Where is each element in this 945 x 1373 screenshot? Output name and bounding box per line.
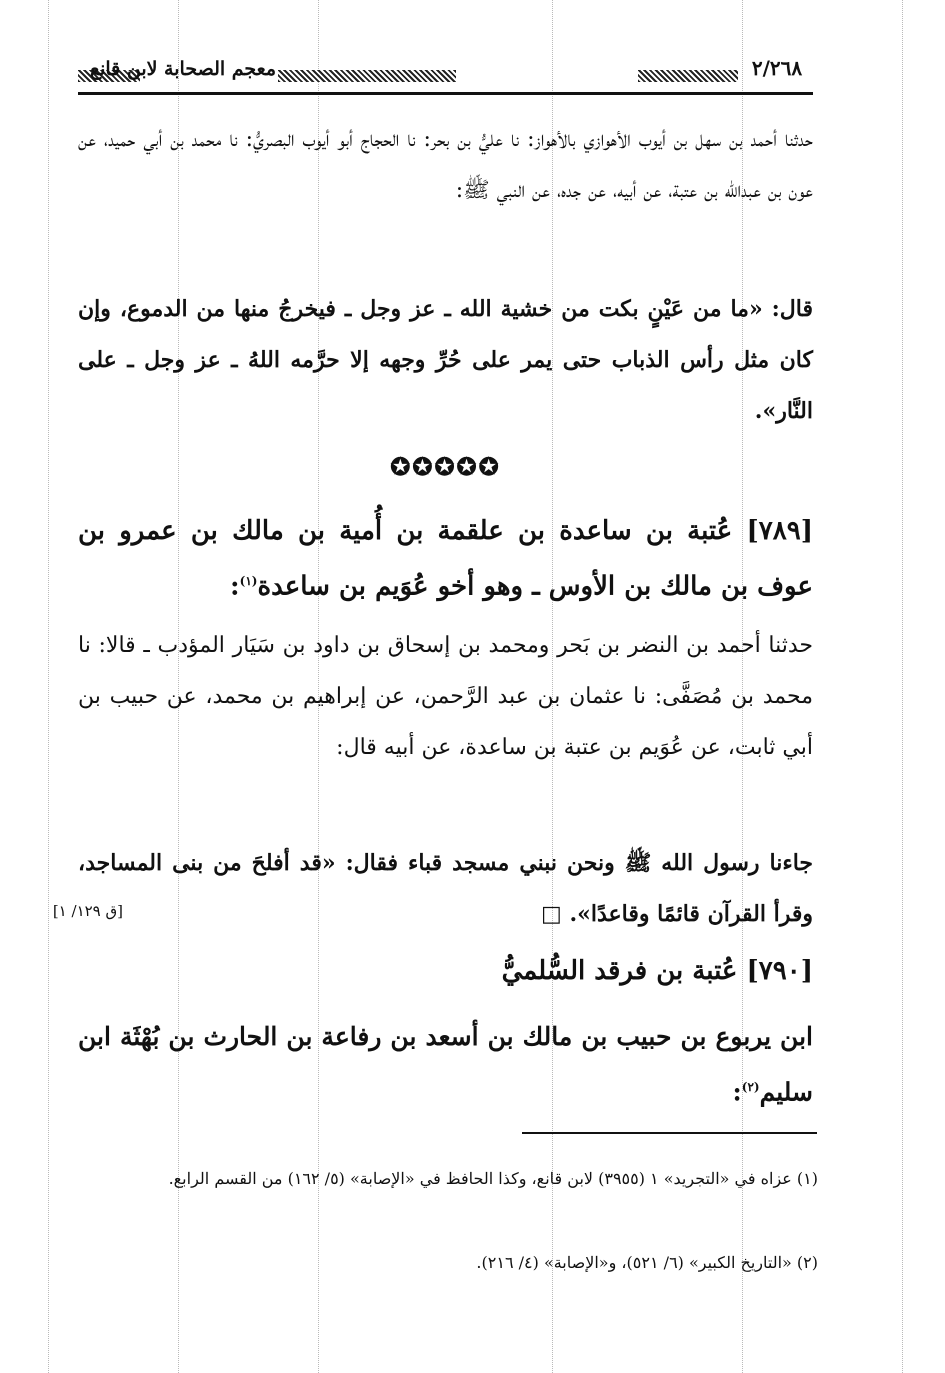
footnote-ref: (٢) (741, 1080, 760, 1094)
section-separator: ✪✪✪✪✪ (390, 452, 501, 481)
footnote-1: (١) عزاه في «التجريد» ١ (٣٩٥٥) لابن قانع، وكذا الحافظ في «الإصابة» (٥/ ١٦٢) من القسم الرابع. (168, 1169, 818, 1188)
entry-lineage-790 (78, 1012, 813, 1117)
footnote-2: (٢) «التاريخ الكبير» (٦/ ٥٢١)، و«الإصابة» (٤/ ٢١٦). (476, 1253, 818, 1272)
entry-lineage-tail: : (732, 1077, 742, 1107)
paragraph-isnad-2: حدثنا أحمد بن النضر بن بَحر ومحمد بن إسحاق بن داود بن سَيَار المؤدب ـ قالا: نا محمد بن مُصَفَّى: نا عثمان بن عبد الرَّحمن، عن إبراهيم بن محمد، عن حبيب بن أبي ثابت، عن عُوَيم بن عتبة بن ساعدة، عن أبيه قال: (78, 633, 813, 760)
header-ornament (278, 70, 456, 82)
entry-heading-789 (78, 506, 813, 612)
page-number: ٢/٢٦٨ (751, 56, 803, 80)
entry-heading-790: [٧٩٠] عُتبة بن فرقد السُّلميُّ (501, 956, 813, 986)
guide-line (902, 0, 903, 1373)
entry-lineage-text: ابن يربوع بن حبيب بن مالك بن أسعد بن رفاعة بن الحارث بن بُهْثَة ابن سليم (78, 1022, 813, 1107)
footnote-divider (522, 1132, 817, 1134)
manuscript-margin-note (0, 902, 123, 920)
running-title: معجم الصحابة لابن قانع (89, 58, 276, 80)
entry-heading-text: [٧٨٩] عُتبة بن ساعدة بن علقمة بن أُمية بن مالك بن عمرو بن عوف بن مالك بن الأوس ـ وهو أخو عُوَيم بن ساعدة (78, 516, 813, 602)
paragraph-isnad-1: حدثنا أحمد بن سهل بن أيوب الأهوازي بالأهواز: نا عليُّ بن بحر: نا الحجاج أبو أيوب البصريُّ: نا محمد بن أبي حميد، عن عون بن عبدالله بن عتبة، عن أبيه، عن جده، عن النبي ﷺ: (78, 127, 813, 203)
entry-heading-tail: : (230, 571, 240, 602)
paragraph-hadith-2: جاءنا رسول الله ﷺ ونحن نبني مسجد قباء فقال: «قد أفلحَ من بنى المساجد، وقرأ القرآن قائمًا وقاعدًا». □ (78, 850, 813, 927)
footnote-ref: (١) (239, 574, 258, 588)
header-rule (78, 92, 813, 95)
guide-line (48, 0, 49, 1373)
header-ornament (638, 70, 738, 82)
paragraph-hadith-1: قال: «ما من عَيْنٍ بكت من خشية الله ـ عز وجل ـ فيخرجُ منها من الدموع، وإن كان مثل رأس الذباب حتى يمر على حُرِّ وجهه إلا حرَّمه اللهُ ـ عز وجل ـ على النَّار». (78, 296, 813, 424)
page-header (78, 52, 813, 98)
margin-note-text: [ق ١٢٩/ ١] (52, 902, 123, 920)
